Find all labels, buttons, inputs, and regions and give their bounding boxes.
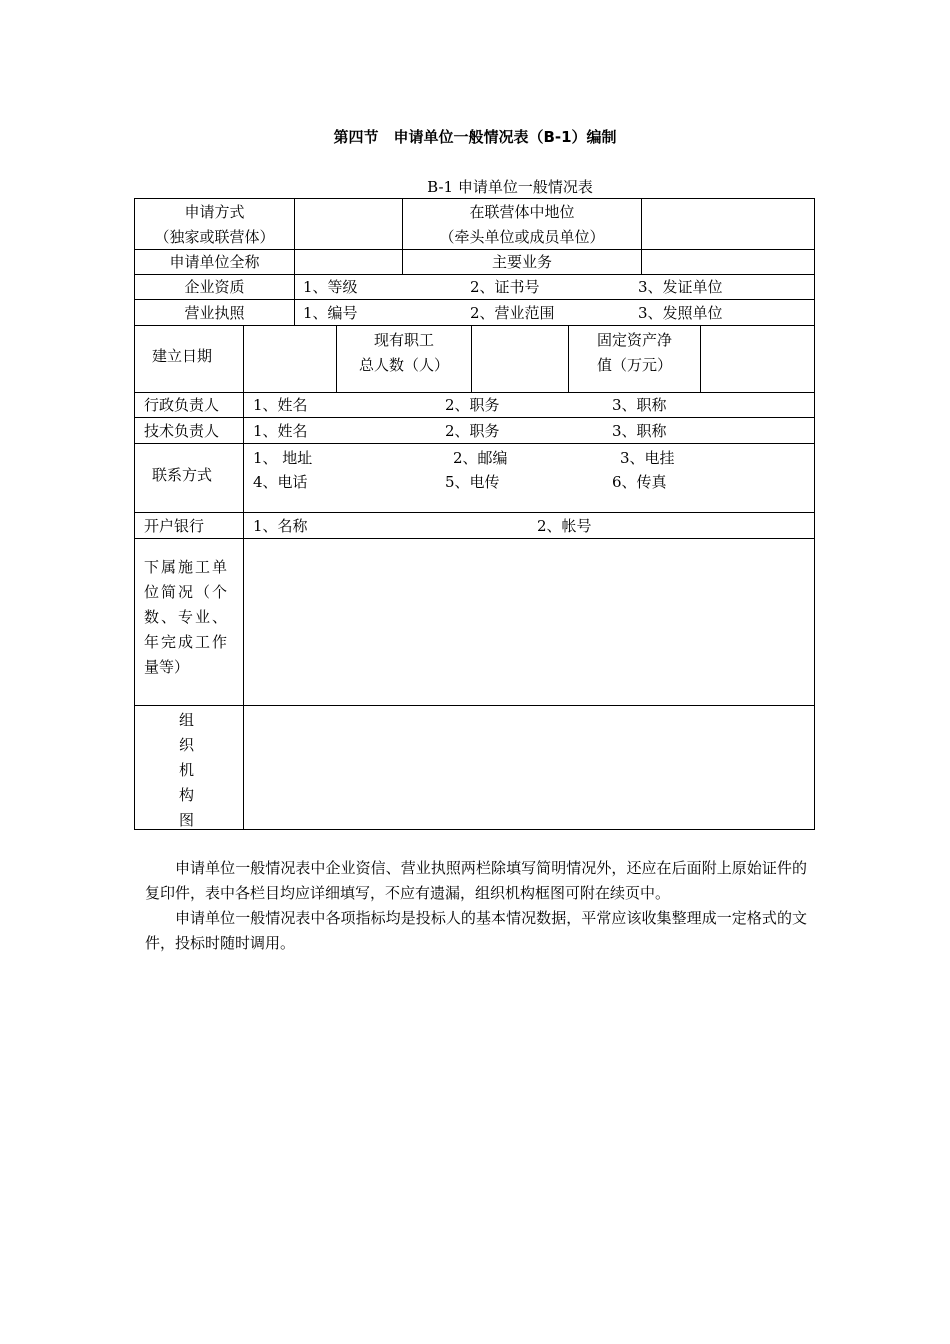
note-paragraph-2: 申请单位一般情况表中各项指标均是投标人的基本情况数据，平常应该收集整理成一定格式的文件，投标时随时调用。: [145, 909, 807, 952]
subordinate-label-line: 年完成工作: [144, 633, 230, 651]
account-label: 2、帐号: [537, 517, 592, 535]
contact-value-cell[interactable]: [243, 443, 815, 513]
subordinate-label-line: 下属施工单: [144, 558, 230, 576]
section-heading: 第四节 申请单位一般情况表（B-1）编制: [333, 128, 617, 146]
staff-label: 现有职工: [373, 331, 434, 349]
assets-label: 固定资产净: [597, 331, 673, 349]
subordinate-value-cell[interactable]: [243, 538, 815, 706]
telex-label: 5、电传: [445, 473, 500, 491]
full-name-label: 申请单位全称: [169, 253, 260, 271]
fax-label: 6、传真: [612, 473, 667, 491]
subordinate-label-line: 位简况（个: [144, 583, 230, 601]
admin-post-label: 2、职务: [445, 396, 500, 414]
license-label-cell: [134, 299, 295, 326]
lic-issuer-label: 3、发照单位: [638, 304, 723, 322]
staff-unit: 总人数（人）: [358, 356, 449, 374]
full-name-value-cell[interactable]: [294, 249, 403, 275]
qual-issuer-label: 3、发证单位: [638, 278, 723, 296]
qualification-value-cell[interactable]: [294, 274, 815, 300]
note-paragraph-1: 申请单位一般情况表中企业资信、营业执照两栏除填写简明情况外，还应在后面附上原始证件的复印件，表中各栏目均应详细填写，不应有遗漏，组织机构框图可附在续页中。: [145, 859, 807, 902]
phone-label: 4、电话: [253, 473, 308, 491]
tech-title-label: 3、职称: [612, 422, 667, 440]
subordinate-label-cell: [134, 538, 244, 706]
apply-mode-hint: （独家或联营体）: [154, 228, 275, 246]
license-value-cell[interactable]: [294, 299, 815, 326]
subordinate-label-line: 数、专业、: [144, 608, 230, 626]
qual-grade-label: 1、等级: [303, 278, 358, 296]
position-label-cell: [402, 198, 642, 250]
tech-post-label: 2、职务: [445, 422, 500, 440]
org-chart-value-cell[interactable]: [243, 705, 815, 830]
assets-label-cell: [568, 325, 701, 393]
admin-name-label: 1、姓名: [253, 396, 308, 414]
org-chart-char: 织: [179, 736, 195, 754]
position-hint: （牵头单位或成员单位）: [439, 228, 605, 246]
postcode-label: 2、邮编: [453, 449, 508, 467]
admin-title-label: 3、职称: [612, 396, 667, 414]
license-label: 营业执照: [184, 304, 245, 322]
org-chart-char: 组: [179, 711, 195, 729]
position-value-cell[interactable]: [641, 198, 815, 250]
admin-head-value-cell[interactable]: [243, 392, 815, 418]
bank-label-cell: [134, 512, 244, 539]
main-business-value-cell[interactable]: [641, 249, 815, 275]
founded-label: 建立日期: [152, 347, 213, 365]
tech-head-value-cell[interactable]: [243, 417, 815, 444]
subordinate-label-line: 量等）: [144, 658, 190, 676]
org-chart-label-cell: [134, 705, 244, 830]
full-name-label-cell: [134, 249, 295, 275]
address-label: 1、 地址: [253, 449, 313, 467]
admin-head-label-cell: [134, 392, 244, 418]
tech-name-label: 1、姓名: [253, 422, 308, 440]
admin-head-label: 行政负责人: [144, 396, 220, 414]
founded-label-cell: [134, 325, 244, 393]
applicant-info-form: [135, 199, 816, 831]
position-label: 在联营体中地位: [469, 203, 575, 221]
main-business-label-cell: [402, 249, 642, 275]
staff-label-cell: [336, 325, 472, 393]
bank-name-label: 1、名称: [253, 517, 308, 535]
qualification-label-cell: [134, 274, 295, 300]
bank-value-cell[interactable]: [243, 512, 815, 539]
telegram-label: 3、电挂: [620, 449, 675, 467]
qualification-label: 企业资质: [184, 278, 245, 296]
org-chart-char: 机: [179, 761, 195, 779]
org-chart-char: 图: [179, 811, 195, 829]
staff-value-cell[interactable]: [471, 325, 569, 393]
assets-value-cell[interactable]: [700, 325, 815, 393]
contact-label-cell: [134, 443, 244, 513]
main-business-label: 主要业务: [491, 253, 552, 271]
bank-label: 开户银行: [144, 517, 205, 535]
lic-number-label: 1、编号: [303, 304, 358, 322]
founded-value-cell[interactable]: [243, 325, 337, 393]
org-chart-char: 构: [179, 786, 195, 804]
lic-scope-label: 2、营业范围: [470, 304, 555, 322]
qual-cert-label: 2、证书号: [470, 278, 540, 296]
contact-label: 联系方式: [152, 466, 213, 484]
table-caption: B-1 申请单位一般情况表: [427, 178, 593, 196]
assets-unit: 值（万元）: [597, 356, 673, 374]
tech-head-label-cell: [134, 417, 244, 444]
apply-mode-label-cell: [134, 198, 295, 250]
apply-mode-value-cell[interactable]: [294, 198, 403, 250]
tech-head-label: 技术负责人: [144, 422, 220, 440]
apply-mode-label: 申请方式: [184, 203, 245, 221]
